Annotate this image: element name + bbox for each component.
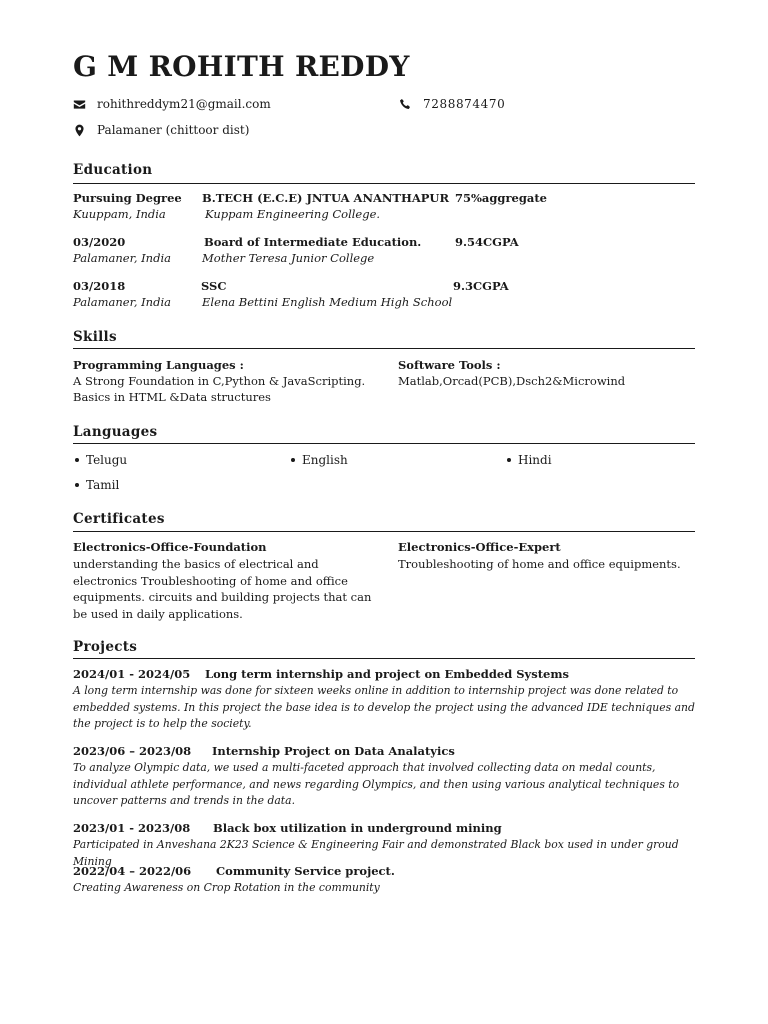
project-description: A long term internship was done for sixteen weeks online in addition to internship project was done related to embedded systems. In this project the base idea is to develop the project using the advanced IDE techniques and the project is to help the society.: [73, 684, 695, 730]
skills-programming-line: A Strong Foundation in C,Python & JavaScripting.: [73, 374, 366, 388]
education-school: Kuppam Engineering College.: [205, 207, 381, 221]
education-school: Elena Bettini English Medium High School: [202, 295, 453, 309]
education-date: 03/2020: [73, 235, 126, 249]
candidate-name: G M ROHITH REDDY: [73, 50, 410, 83]
skills-software-heading: Software Tools :: [398, 358, 501, 372]
education-place: Kuuppam, India: [73, 207, 166, 221]
certificate-description: Troubleshooting of home and office equipments.: [398, 557, 681, 571]
section-title-skills: Skills: [73, 329, 117, 345]
section-divider: [73, 348, 695, 349]
bullet-icon: [75, 458, 79, 462]
envelope-icon: [73, 98, 86, 111]
language-name: Telugu: [86, 453, 128, 467]
section-divider: [73, 658, 695, 659]
resume-page: [73, 0, 695, 1024]
education-school: Mother Teresa Junior College: [202, 251, 375, 265]
skills-programming-heading: Programming Languages :: [73, 358, 244, 372]
language-name: Hindi: [518, 453, 552, 467]
section-divider: [73, 531, 695, 532]
location-pin-icon: [73, 124, 86, 137]
phone-contact[interactable]: [399, 97, 505, 111]
section-title-languages: Languages: [73, 424, 158, 440]
education-degree: Board of Intermediate Education.: [204, 235, 422, 249]
project-date: 2022/04 – 2022/06: [73, 864, 192, 878]
project-name: Long term internship and project on Embedded Systems: [205, 667, 569, 681]
skills-programming-line: Basics in HTML &Data structures: [73, 390, 271, 404]
language-name: Tamil: [86, 478, 120, 492]
project-description: Participated in Anveshana 2K23 Science & Engineering Fair and demonstrated Black box used in under groud Mining: [73, 838, 679, 868]
project-name: Internship Project on Data Analatyics: [212, 744, 455, 758]
education-degree: SSC: [201, 279, 227, 293]
language-item: [75, 478, 119, 492]
project-description: Creating Awareness on Crop Rotation in the community: [73, 881, 380, 894]
language-item: [75, 453, 127, 467]
certificate-description: understanding the basics of electrical and electronics Troubleshooting of home and office equipments. circuits and building projects that can be used in daily applications.: [73, 557, 372, 621]
location-text: Palamaner (chittoor dist): [97, 123, 250, 137]
phone-text[interactable]: 7288874470: [423, 97, 506, 111]
education-score: 9.54CGPA: [455, 235, 519, 249]
email-text[interactable]: rohithreddym21@gmail.com: [97, 97, 271, 111]
bullet-icon: [75, 483, 79, 487]
education-place: Palamaner, India: [73, 295, 171, 309]
section-divider: [73, 183, 695, 184]
language-name: English: [302, 453, 348, 467]
certificate-heading: Electronics-Office-Foundation: [73, 540, 267, 554]
project-date: 2024/01 - 2024/05: [73, 667, 191, 681]
education-date: 03/2018: [73, 279, 126, 293]
education-place: Palamaner, India: [73, 251, 171, 265]
education-score: 75%aggregate: [455, 191, 547, 205]
language-item: [507, 453, 552, 467]
project-name: Black box utilization in underground mining: [213, 821, 502, 835]
language-item: [291, 453, 348, 467]
section-title-certificates: Certificates: [73, 511, 165, 527]
section-title-education: Education: [73, 162, 153, 178]
education-degree: B.TECH (E.C.E) JNTUA ANANTHAPUR: [202, 191, 450, 205]
bullet-icon: [291, 458, 295, 462]
email-contact[interactable]: [73, 97, 271, 111]
section-divider: [73, 443, 695, 444]
section-title-projects: Projects: [73, 639, 138, 655]
certificate-heading: Electronics-Office-Expert: [398, 540, 561, 554]
project-name: Community Service project.: [216, 864, 395, 878]
bullet-icon: [507, 458, 511, 462]
location-contact: [73, 123, 249, 137]
education-date: Pursuing Degree: [73, 191, 182, 205]
project-date: 2023/01 - 2023/08: [73, 821, 191, 835]
phone-icon: [399, 98, 412, 111]
skills-software-line: Matlab,Orcad(PCB),Dsch2&Microwind: [398, 374, 626, 388]
project-date: 2023/06 – 2023/08: [73, 744, 192, 758]
education-score: 9.3CGPA: [453, 279, 509, 293]
project-description: To analyze Olympic data, we used a multi-faceted approach that involved collecting data on medal counts, individual athlete performance, and news regarding Olympics, and then using various analytical techniques to uncover patterns and trends in the data.: [73, 761, 680, 807]
